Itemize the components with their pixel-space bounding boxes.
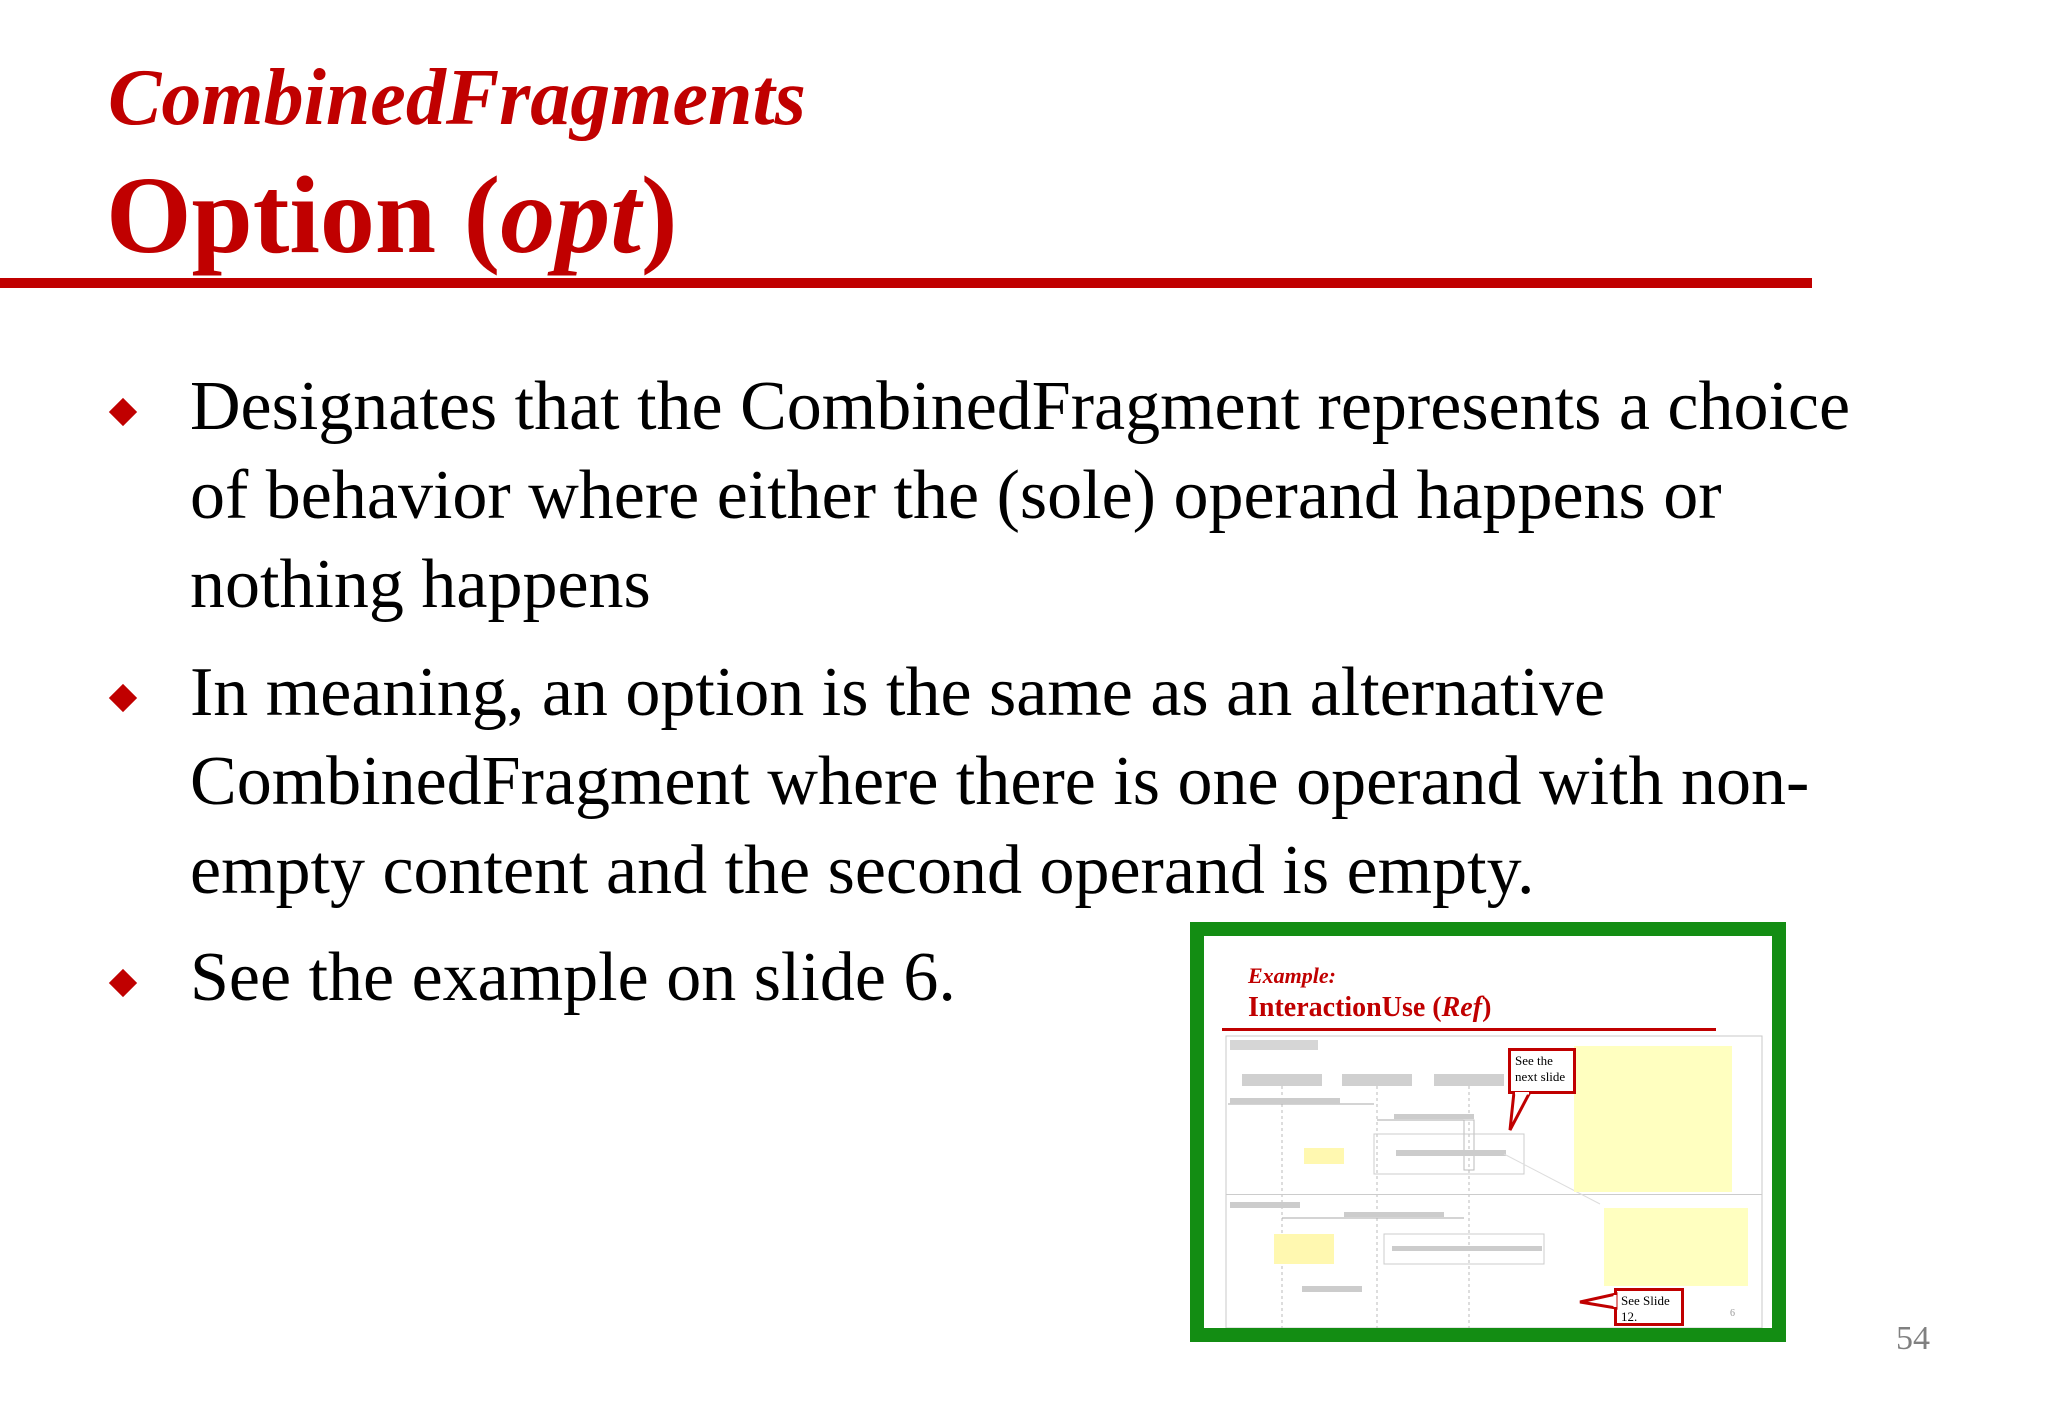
bullet-line: nothing happens (190, 546, 651, 623)
slide-title-keyword: opt (500, 154, 641, 276)
diamond-bullet-icon (109, 969, 137, 997)
bullet-line: empty content and the second operand is empty. (190, 832, 1535, 909)
bullet-line: Designates that the CombinedFragment represents a choice (190, 368, 1851, 445)
thumbnail-content (1204, 936, 1772, 1328)
yellow-note-1 (1574, 1046, 1732, 1192)
slide-title-suffix: ) (640, 154, 678, 276)
example-title-underline (1222, 1028, 1716, 1031)
callout-pointer-icon (1578, 1292, 1618, 1316)
callout-next-slide: See the next slide (1508, 1048, 1576, 1094)
bullet-line: of behavior where either the (sole) operand happens or (190, 457, 1722, 534)
bullet-text (190, 362, 1990, 629)
diamond-bullet-icon (109, 398, 137, 426)
diamond-bullet-icon (109, 684, 137, 712)
callout-pointer-icon (1508, 1092, 1538, 1132)
example-title-keyword: Ref (1441, 992, 1483, 1023)
bullet-line: See the example on slide 6. (190, 939, 956, 1016)
example-title (1248, 992, 1491, 1024)
slide-title-prefix: Option ( (106, 154, 501, 276)
example-title-prefix: InteractionUse ( (1248, 992, 1442, 1023)
title-underline (0, 278, 1812, 288)
example-title-suffix: ) (1482, 992, 1492, 1023)
yellow-note-2 (1604, 1208, 1748, 1286)
bullet-line: CombinedFragment where there is one operand with non- (190, 743, 1810, 820)
page-number: 54 (1896, 1320, 1930, 1357)
thumbnail-page-number: 6 (1730, 1308, 1735, 1319)
slide-title (106, 154, 678, 276)
slide-title-category: CombinedFragments (108, 54, 806, 142)
bullet-text (190, 648, 1990, 915)
example-slide-thumbnail (1190, 922, 1786, 1342)
callout-see-slide: See Slide 12. (1614, 1288, 1684, 1326)
example-label: Example: (1248, 963, 1336, 988)
bullet-line: In meaning, an option is the same as an alternative (190, 654, 1606, 731)
